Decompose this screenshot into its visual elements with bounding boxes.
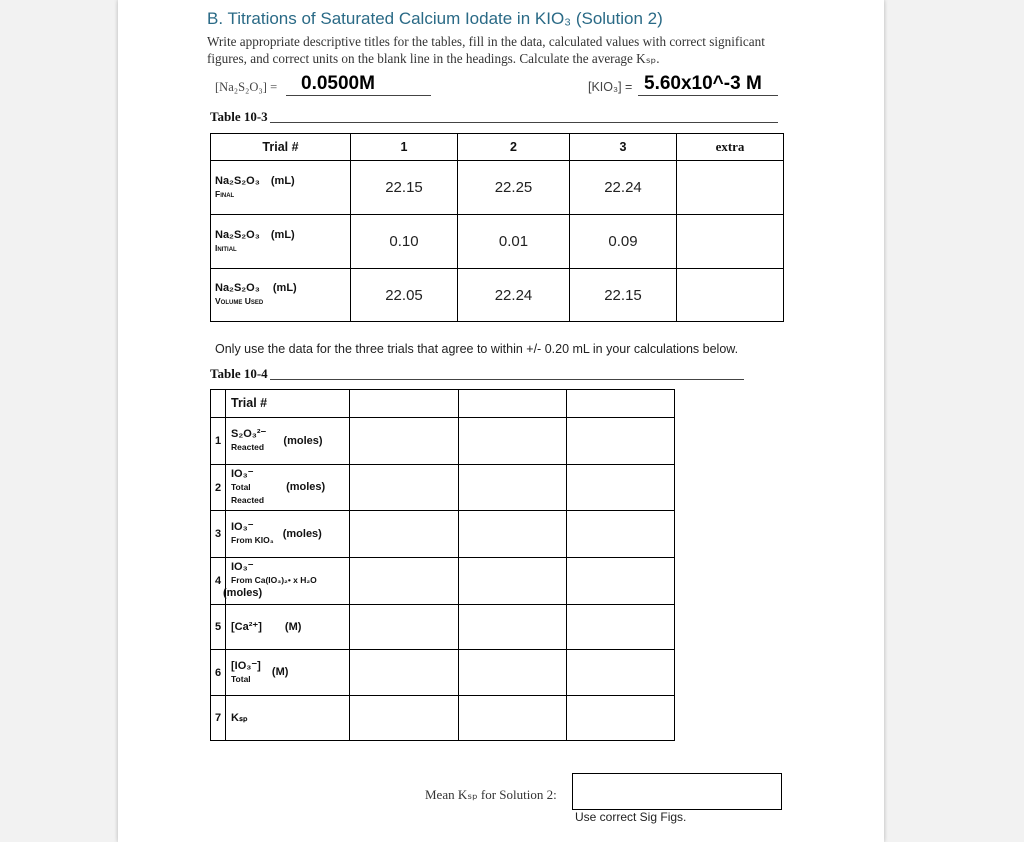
chem-formula: Na₂S₂O₃ xyxy=(215,174,260,187)
t2-cell[interactable] xyxy=(350,418,459,465)
unit-label: (mL) xyxy=(270,228,295,241)
chem-formula: S₂O₃²⁻ xyxy=(231,428,267,440)
t1-extra-cell[interactable] xyxy=(677,215,784,269)
t2-row-label xyxy=(226,605,350,650)
kio3-value[interactable]: 5.60x10^-3 M xyxy=(644,73,762,94)
chem-formula: IO₃⁻ xyxy=(231,521,254,533)
row-index: 7 xyxy=(211,696,226,741)
unit-label: (moles) xyxy=(223,587,263,600)
unit-label: (M) xyxy=(284,620,302,633)
t1-cell[interactable]: 22.25 xyxy=(458,161,570,215)
t2-header-trial: Trial # xyxy=(226,390,350,418)
sub-label: Total xyxy=(231,673,251,684)
na2s2o3-value[interactable]: 0.0500M xyxy=(301,73,375,94)
chem-formula: IO₃⁻ xyxy=(231,468,254,480)
t1-row-label xyxy=(211,161,351,215)
t1-extra-cell[interactable] xyxy=(677,269,784,322)
sub-label: From KIO₃ xyxy=(231,535,274,545)
t2-cell[interactable] xyxy=(459,558,567,605)
table2-label: Table 10-4 xyxy=(210,366,268,381)
t2-header-cell xyxy=(459,390,567,418)
sub-label: Final xyxy=(215,188,235,199)
t2-row-label xyxy=(226,465,350,511)
chem-formula: [IO₃⁻] xyxy=(231,659,261,672)
t2-cell[interactable] xyxy=(350,511,459,558)
t2-row-label xyxy=(226,511,350,558)
t2-row xyxy=(211,650,675,696)
t1-cell[interactable]: 22.15 xyxy=(570,269,677,322)
t2-cell[interactable] xyxy=(459,650,567,696)
t1-cell[interactable]: 22.24 xyxy=(458,269,570,322)
t2-cell[interactable] xyxy=(567,696,675,741)
instructions: Write appropriate descriptive titles for the tables, fill in the data, calculated values with correct significant figures, and correct units on the blank line in the headings. Calculate the average Kₛₚ. xyxy=(207,34,765,66)
chem-formula: [Ca²⁺] xyxy=(231,620,262,633)
agreement-note: Only use the data for the three trials that agree to within +/- 0.20 mL in your calculations below. xyxy=(215,342,739,356)
t2-cell[interactable] xyxy=(567,650,675,696)
t1-cell[interactable]: 0.09 xyxy=(570,215,677,269)
chem-formula: IO₃⁻ xyxy=(231,561,254,574)
t2-row xyxy=(211,511,675,558)
t2-row-label xyxy=(223,558,350,605)
t2-row-label xyxy=(226,696,350,741)
t1-header-2: 2 xyxy=(458,134,570,161)
t2-cell[interactable] xyxy=(350,605,459,650)
t2-row-label xyxy=(226,418,350,465)
t1-header-extra: extra xyxy=(677,134,784,161)
unit-label: (moles) xyxy=(282,527,322,540)
unit-label: (mL) xyxy=(270,174,295,187)
t2-cell[interactable] xyxy=(459,418,567,465)
t1-cell[interactable]: 22.24 xyxy=(570,161,677,215)
t2-cell[interactable] xyxy=(350,696,459,741)
sub-label: Volume Used xyxy=(215,296,264,306)
sub-label: Reacted xyxy=(231,442,265,452)
table-10-3 xyxy=(210,133,784,322)
row-index: 3 xyxy=(211,511,226,558)
t2-cell[interactable] xyxy=(567,418,675,465)
t2-cell[interactable] xyxy=(567,465,675,511)
t1-row-final xyxy=(211,161,784,215)
t2-row xyxy=(211,558,675,605)
chem-formula: Na₂S₂O₃ xyxy=(215,228,260,241)
t2-cell[interactable] xyxy=(459,465,567,511)
kio3-underline xyxy=(638,95,778,96)
row-index: 2 xyxy=(211,465,226,511)
row-index: 6 xyxy=(211,650,226,696)
t1-header-3: 3 xyxy=(570,134,677,161)
t1-cell[interactable]: 22.15 xyxy=(351,161,458,215)
row-index: 1 xyxy=(211,418,226,465)
mean-ksp-input[interactable] xyxy=(572,773,782,810)
t2-cell[interactable] xyxy=(350,465,459,511)
t2-cell[interactable] xyxy=(350,558,459,605)
t1-cell[interactable]: 22.05 xyxy=(351,269,458,322)
sub-label: From Ca(IO₃)₂• x H₂O xyxy=(231,575,317,586)
table-10-4 xyxy=(210,389,675,741)
t1-cell[interactable]: 0.01 xyxy=(458,215,570,269)
chem-formula: Na₂S₂O₃ xyxy=(215,282,260,294)
t2-cell[interactable] xyxy=(350,650,459,696)
t2-row-label xyxy=(226,650,350,696)
t2-header-cell xyxy=(567,390,675,418)
unit-label: (moles) xyxy=(286,481,326,493)
unit-label: (moles) xyxy=(283,434,323,447)
section-title: B. Titrations of Saturated Calcium Iodate in KIO₃ (Solution 2) xyxy=(207,9,663,28)
t1-extra-cell[interactable] xyxy=(677,161,784,215)
t2-cell[interactable] xyxy=(459,696,567,741)
kio3-label: [KIO₃] = xyxy=(588,80,633,94)
t2-row xyxy=(211,696,675,741)
t2-row xyxy=(211,605,675,650)
t1-header-1: 1 xyxy=(351,134,458,161)
t2-cell[interactable] xyxy=(459,511,567,558)
na2s2o3-underline xyxy=(286,95,431,96)
sub-label: Initial xyxy=(215,242,237,253)
t1-row-initial xyxy=(211,215,784,269)
t2-cell[interactable] xyxy=(567,511,675,558)
sig-figs-note: Use correct Sig Figs. xyxy=(575,810,687,824)
table1-title-blank xyxy=(270,122,778,123)
t1-cell[interactable]: 0.10 xyxy=(351,215,458,269)
t2-cell[interactable] xyxy=(567,558,675,605)
worksheet-page xyxy=(118,0,884,842)
row-index: 5 xyxy=(211,605,226,650)
t2-header-cell xyxy=(350,390,459,418)
sub-label: Total Reacted xyxy=(231,482,265,505)
t2-cell[interactable] xyxy=(459,605,567,650)
t2-cell[interactable] xyxy=(567,605,675,650)
table1-label: Table 10-3 xyxy=(210,109,268,124)
t1-row-label xyxy=(211,215,351,269)
t2-row xyxy=(211,418,675,465)
unit-label: (M) xyxy=(271,666,289,678)
unit-label: (mL) xyxy=(272,282,297,294)
chem-formula: Kₛₚ xyxy=(231,711,248,724)
mean-ksp-label: Mean Kₛₚ for Solution 2: xyxy=(425,787,557,802)
na2s2o3-label: [Na₂S₂O₃] = xyxy=(215,80,278,94)
t1-header-trial: Trial # xyxy=(211,134,351,161)
t1-row-label xyxy=(211,269,351,322)
row-index: 4 xyxy=(211,558,226,605)
t1-row-volume-used xyxy=(211,269,784,322)
table2-title-blank xyxy=(270,379,744,380)
t2-row xyxy=(211,465,675,511)
t2-index-blank xyxy=(211,390,226,418)
